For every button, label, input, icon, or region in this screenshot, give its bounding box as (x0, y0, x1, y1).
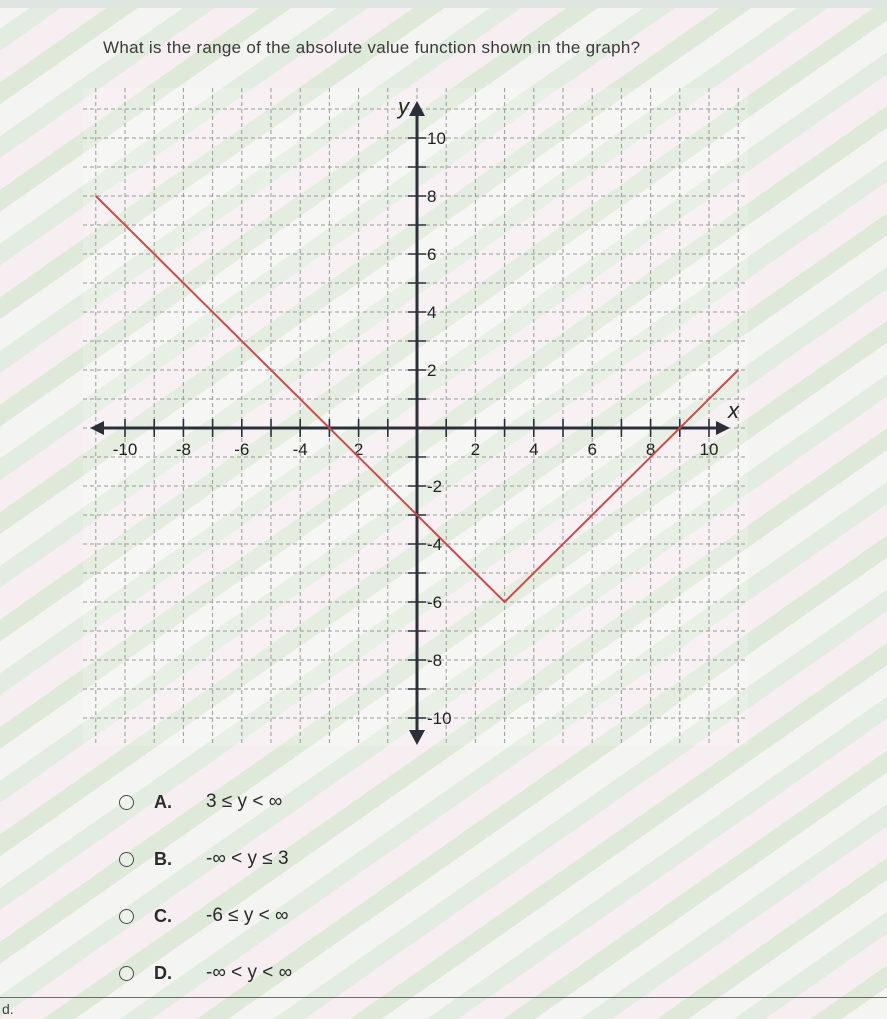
choice-letter: D. (154, 962, 172, 983)
x-axis-label: x (728, 398, 739, 423)
y-tick-label: -4 (427, 535, 443, 554)
divider (0, 997, 887, 998)
y-tick-label: 6 (427, 245, 437, 264)
radio-button[interactable] (119, 795, 134, 810)
radio-button[interactable] (119, 852, 134, 867)
choice-c[interactable] (119, 901, 379, 931)
x-tick-label: 8 (645, 440, 656, 459)
choice-letter: C. (154, 905, 172, 926)
question-text: What is the range of the absolute value function shown in the graph? (103, 38, 641, 57)
x-tick-label: 6 (587, 440, 597, 459)
choice-letter: A. (154, 791, 172, 812)
choice-text: -∞ < y ≤ 3 (206, 848, 289, 869)
y-tick-label: 10 (427, 129, 446, 148)
choice-a[interactable] (119, 787, 379, 817)
y-tick-label: -6 (427, 593, 443, 612)
choice-d[interactable] (119, 958, 379, 988)
choice-text: -∞ < y < ∞ (206, 962, 293, 983)
y-axis-label: y (398, 94, 409, 119)
y-tick-label: -10 (427, 709, 452, 728)
x-tick-label: -10 (112, 440, 138, 459)
choice-text: -6 ≤ y < ∞ (206, 905, 289, 926)
x-tick-label: 2 (353, 440, 364, 459)
x-tick-label: -6 (234, 440, 250, 459)
y-tick-label: -2 (427, 477, 443, 496)
y-tick-label: 4 (427, 303, 437, 322)
x-tick-label: -8 (175, 440, 191, 459)
radio-button[interactable] (119, 966, 134, 981)
x-tick-label: 10 (699, 440, 719, 459)
x-tick-label: 2 (470, 440, 481, 459)
y-tick-label: 2 (427, 361, 437, 380)
choice-letter: B. (154, 848, 172, 869)
choice-text: 3 ≤ y < ∞ (206, 791, 283, 812)
corner-text: d. (2, 1001, 14, 1017)
x-tick-label: -4 (292, 440, 308, 459)
y-tick-label: 8 (427, 187, 437, 206)
y-tick-label: -8 (427, 651, 443, 670)
radio-button[interactable] (119, 909, 134, 924)
choice-b[interactable] (119, 844, 379, 874)
x-tick-label: 4 (529, 440, 539, 459)
